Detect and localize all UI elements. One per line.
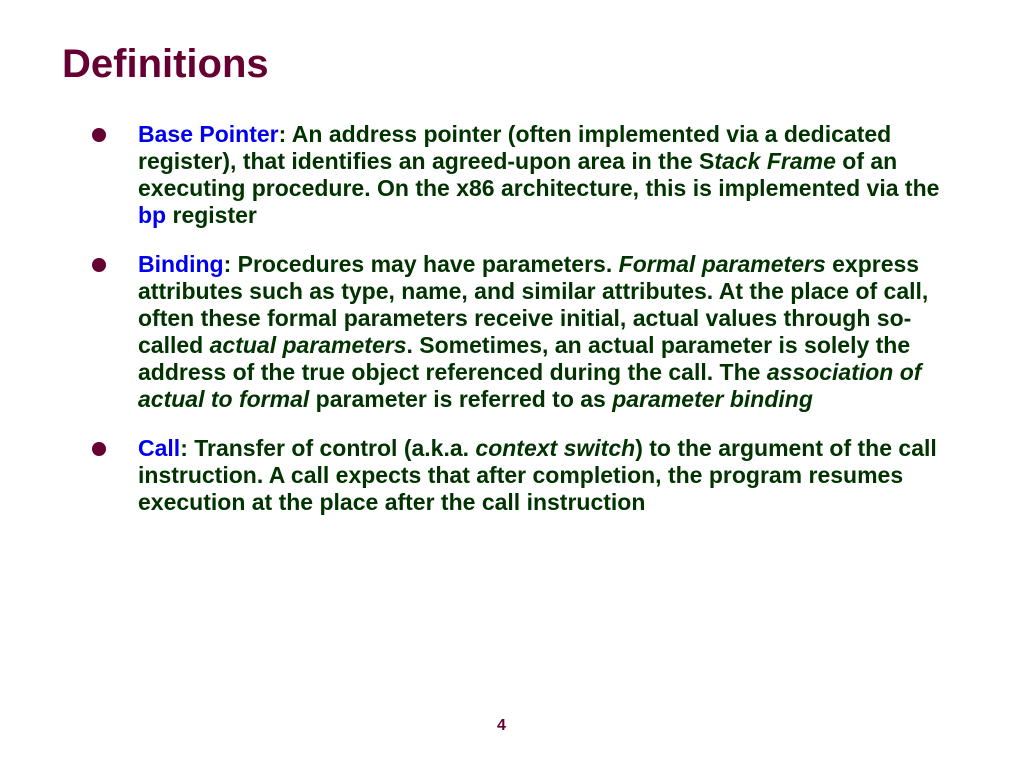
definition-emphasis: association of actual to formal (138, 359, 922, 412)
definition-term: Call (138, 435, 181, 461)
definition-emphasis: context switch (475, 435, 636, 461)
definition-text: parameter is referred to as (309, 386, 613, 412)
definition-text: . Sometimes, an actual parameter is solely the address of the true object referenced during the call. The (138, 332, 911, 385)
bullet-dot-icon (92, 442, 106, 456)
definition-term: Base Pointer (138, 121, 279, 147)
slide-title: Definitions (62, 42, 269, 86)
definition-item-base-pointer (92, 121, 972, 229)
definition-emphasis: Formal parameters (618, 251, 826, 277)
definition-term: Binding (138, 251, 224, 277)
definition-text: register (166, 202, 257, 228)
definition-item-call (92, 435, 972, 516)
definition-text: : Procedures may have parameters. (223, 251, 619, 277)
definition-text: : Transfer of control (a.k.a. (180, 435, 476, 461)
definition-emphasis: parameter binding (612, 386, 813, 412)
bullet-dot-icon (92, 258, 106, 272)
register-name: bp (138, 202, 167, 228)
definition-text: express attributes such as type, name, and similar attributes. At the place of call, often these formal parameters receive initial, actual values through so-called (138, 251, 929, 358)
page-number: 4 (497, 717, 506, 734)
definition-text: : An address pointer (often implemented via a dedicated register), that identifies an agreed-upon area in the S (138, 121, 892, 174)
definition-item-binding (92, 251, 972, 413)
definition-emphasis: tack Frame (714, 148, 836, 174)
definition-text: of an executing procedure. On the x86 architecture, this is implemented via the (138, 148, 940, 201)
definition-text: ) to the argument of the call instruction. A call expects that after completion, the program resumes execution at the place after the call instruction (138, 435, 937, 515)
definition-emphasis: actual parameters (209, 332, 407, 358)
bullet-dot-icon (92, 128, 106, 142)
definitions-list (92, 121, 972, 538)
